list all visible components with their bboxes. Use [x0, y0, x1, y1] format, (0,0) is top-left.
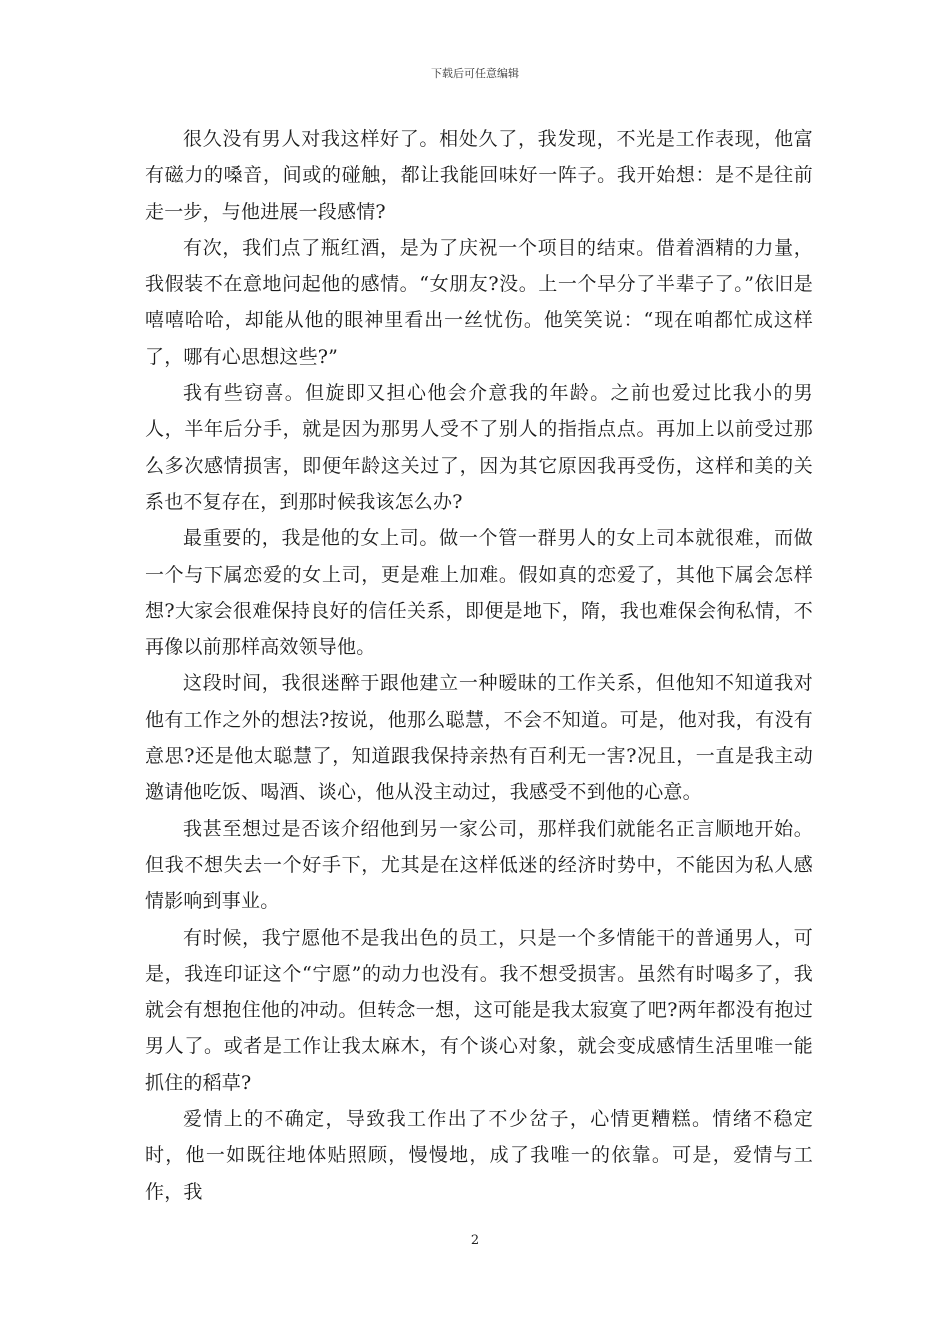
paragraph-4: 最重要的，我是他的女上司。做一个管一群男人的女上司本就很难，而做一个与下属恋爱的女上司，更是难上加难。假如真的恋爱了，其他下属会怎样想?大家会很难保持良好的信任关系，即便是地下，隋，我也难保会徇私情，不再像以前那样高效领导他。: [145, 527, 813, 659]
paragraph-7: 有时候，我宁愿他不是我出色的员工，只是一个多情能干的普通男人，可是，我连印证这个“宁愿”的动力也没有。我不想受损害。虽然有时喝多了，我就会有想抱住他的冲动。但转念一想，这可能是我太寂寞了吧?两年都没有抱过男人了。或者是工作让我太麻木，有个谈心对象，就会变成感情生活里唯一能抓住的稻草?: [145, 926, 813, 1094]
paragraph-5: 这段时间，我很迷醉于跟他建立一种暧昧的工作关系，但他知不知道我对他有工作之外的想法?按说，他那么聪慧，不会不知道。可是，他对我，有没有意思?还是他太聪慧了，知道跟我保持亲热有百利无一害?况且，一直是我主动邀请他吃饭、喝酒、谈心，他从没主动过，我感受不到他的心意。: [145, 672, 813, 804]
paragraph-2: 有次，我们点了瓶红酒，是为了庆祝一个项目的结束。借着酒精的力量，我假装不在意地问起他的感情。“女朋友?没。上一个早分了半辈子了。”依旧是嘻嘻哈哈，却能从他的眼神里看出一丝忧伤。他笑笑说：“现在咱都忙成这样了，哪有心思想这些?”: [145, 236, 813, 368]
paragraph-3: 我有些窃喜。但旋即又担心他会介意我的年龄。之前也爱过比我小的男人，半年后分手，就是因为那男人受不了别人的指指点点。再加上以前受过那么多次感情损害，即便年龄这关过了，因为其它原因我再受伤，这样和美的关系也不复存在，到那时候我该怎么办?: [145, 382, 813, 513]
paragraph-6: 我甚至想过是否该介绍他到另一家公司，那样我们就能名正言顺地开始。但我不想失去一个好手下，尤其是在这样低迷的经济时势中，不能因为私人感情影响到事业。: [145, 817, 813, 913]
document-body: [145, 121, 813, 1210]
page-number: 2: [470, 1233, 480, 1248]
paragraph-1: 很久没有男人对我这样好了。相处久了，我发现，不光是工作表现，他富有磁力的嗓音，间或的碰触，都让我能回味好一阵子。我开始想：是不是往前走一步，与他进展一段感情?: [145, 128, 813, 223]
paragraph-8: 爱情上的不确定，导致我工作出了不少岔子，心情更糟糕。情绪不稳定时，他一如既往地体贴照顾，慢慢地，成了我唯一的依靠。可是，爱情与工作，我: [145, 1108, 813, 1203]
page-header-note: 下载后可任意编辑: [431, 67, 519, 80]
